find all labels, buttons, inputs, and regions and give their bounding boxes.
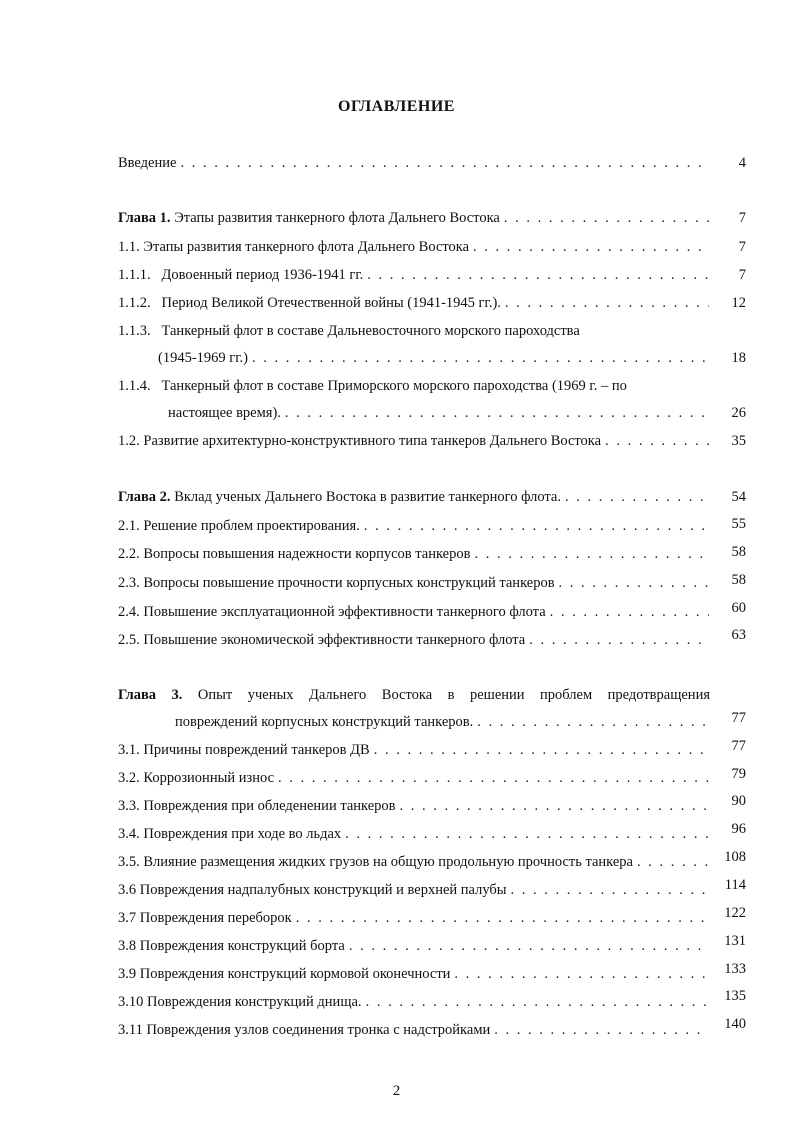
toc-page: 140 [724,1016,746,1032]
toc-entry: 3.11 Повреждения узлов соединения тронка с надстройками . . . [118,1022,713,1039]
chapter-prefix: Глава 3. [118,687,183,703]
toc-entry: 3.4. Повреждения при ходе во льдах . . . [118,826,713,843]
toc-entry: 2.2. Вопросы повышения надежности корпусов танкеров . . . [118,546,713,563]
toc-entry-continued: настоящее время). . . . [168,405,713,422]
leader-dots [349,938,709,955]
toc-page: 4 [738,155,746,171]
toc-page: 96 [731,821,746,837]
toc-entry: 2.4. Повышение эксплуатационной эффективности танкерного флота . . . [118,604,713,621]
toc-entry: 3.3. Повреждения при обледенении танкеров . . . [118,798,713,815]
toc-page: 12 [731,295,746,311]
leader-dots [605,433,709,450]
toc-entry: 1.2. Развитие архитектурно-конструктивного типа танкеров Дальнего Востока . . . [118,433,713,450]
leader-dots [400,798,709,815]
toc-title: ОГЛАВЛЕНИЕ [338,98,455,115]
leader-dots [477,714,709,731]
toc-entry: 3.1. Причины повреждений танкеров ДВ . . . [118,742,713,759]
toc-entry: 3.9 Повреждения конструкций кормовой оконечности . . . [118,966,713,983]
leader-dots [285,405,709,422]
leader-dots [366,994,709,1011]
toc-page: 26 [731,405,746,421]
toc-chapter-3 [118,687,710,704]
toc-page: 7 [738,210,746,226]
leader-dots [559,575,709,592]
toc-entry: 3.10 Повреждения конструкций днища. . . . [118,994,713,1011]
leader-dots [565,489,709,506]
toc-entry: 3.6 Повреждения надпалубных конструкций и верхней палубы . . . [118,882,713,899]
toc-page: 122 [724,905,746,921]
toc-entry: 3.7 Повреждения переборок . . . [118,910,713,927]
toc-page: 79 [731,766,746,782]
toc-entry: 2.5. Повышение экономической эффективности танкерного флота . . . [118,632,713,649]
chapter-title: Вклад ученых Дальнего Востока в развитие танкерного флота. [174,489,561,505]
toc-page: 90 [731,793,746,809]
toc-entry-intro [118,155,713,172]
toc-page: 135 [724,988,746,1004]
toc-entry: 1.1.3. Танкерный флот в составе Дальневосточного морского пароходства [118,323,580,339]
leader-dots [473,239,709,256]
chapter-prefix: Глава 2. [118,489,171,505]
toc-page: 114 [724,877,746,893]
toc-entry: 3.8 Повреждения конструкций борта . . . [118,938,713,955]
toc-entry: 2.1. Решение проблем проектирования. . . . [118,518,713,535]
toc-chapter-2 [118,489,713,506]
leader-dots [505,295,709,312]
toc-page: 7 [738,267,746,283]
toc-page: 7 [738,239,746,255]
leader-dots [504,210,709,227]
toc-page: 133 [724,961,746,977]
toc-entry: 1.1. Этапы развития танкерного флота Дальнего Востока . . . [118,239,713,256]
toc-entry-continued: (1945-1969 гг.) . . . [158,350,713,367]
toc-page: 54 [731,489,746,505]
toc-entry-label: Введение [118,155,177,171]
toc-page: 131 [724,933,746,949]
toc-page: 63 [731,627,746,643]
leader-dots [180,155,709,172]
leader-dots [454,966,709,983]
toc-page: 55 [731,516,746,532]
toc-entry: 1.1.4. Танкерный флот в составе Приморского морского пароходства (1969 г. – по [118,378,627,394]
page-number: 2 [392,1083,401,1099]
chapter-prefix: Глава 1. [118,210,171,226]
toc-page: 35 [731,433,746,449]
toc-entry-continued: повреждений корпусных конструкций танкеров. . . . [175,714,713,731]
leader-dots [345,826,709,843]
toc-page: 77 [731,710,746,726]
leader-dots [364,518,709,535]
chapter-title: Этапы развития танкерного флота Дальнего Востока [174,210,500,226]
leader-dots [252,350,709,367]
leader-dots [474,546,709,563]
toc-page: 77 [731,738,746,754]
leader-dots [511,882,709,899]
toc-entry: 3.5. Влияние размещения жидких грузов на общую продольную прочность танкера . . . [118,854,713,871]
toc-entry: 1.1.1. Довоенный период 1936-1941 гг. . . . [118,267,713,284]
toc-entry: 3.2. Коррозионный износ . . . [118,770,713,787]
toc-page: 108 [724,849,746,865]
toc-chapter-1 [118,210,713,227]
leader-dots [367,267,709,284]
toc-page: 58 [731,572,746,588]
leader-dots [296,910,709,927]
toc-page: 18 [731,350,746,366]
leader-dots [278,770,709,787]
toc-page: 60 [731,600,746,616]
leader-dots [374,742,709,759]
leader-dots [529,632,709,649]
toc-entry: 2.3. Вопросы повышение прочности корпусных конструкций танкеров . . . [118,575,713,592]
leader-dots [637,854,709,871]
toc-entry: 1.1.2. Период Великой Отечественной войны (1941-1945 гг.). . . . [118,295,713,312]
leader-dots [494,1022,709,1039]
toc-page: 58 [731,544,746,560]
chapter-title: Опыт ученых Дальнего Востока в решении проблем предотвращения [197,687,710,703]
leader-dots [550,604,709,621]
